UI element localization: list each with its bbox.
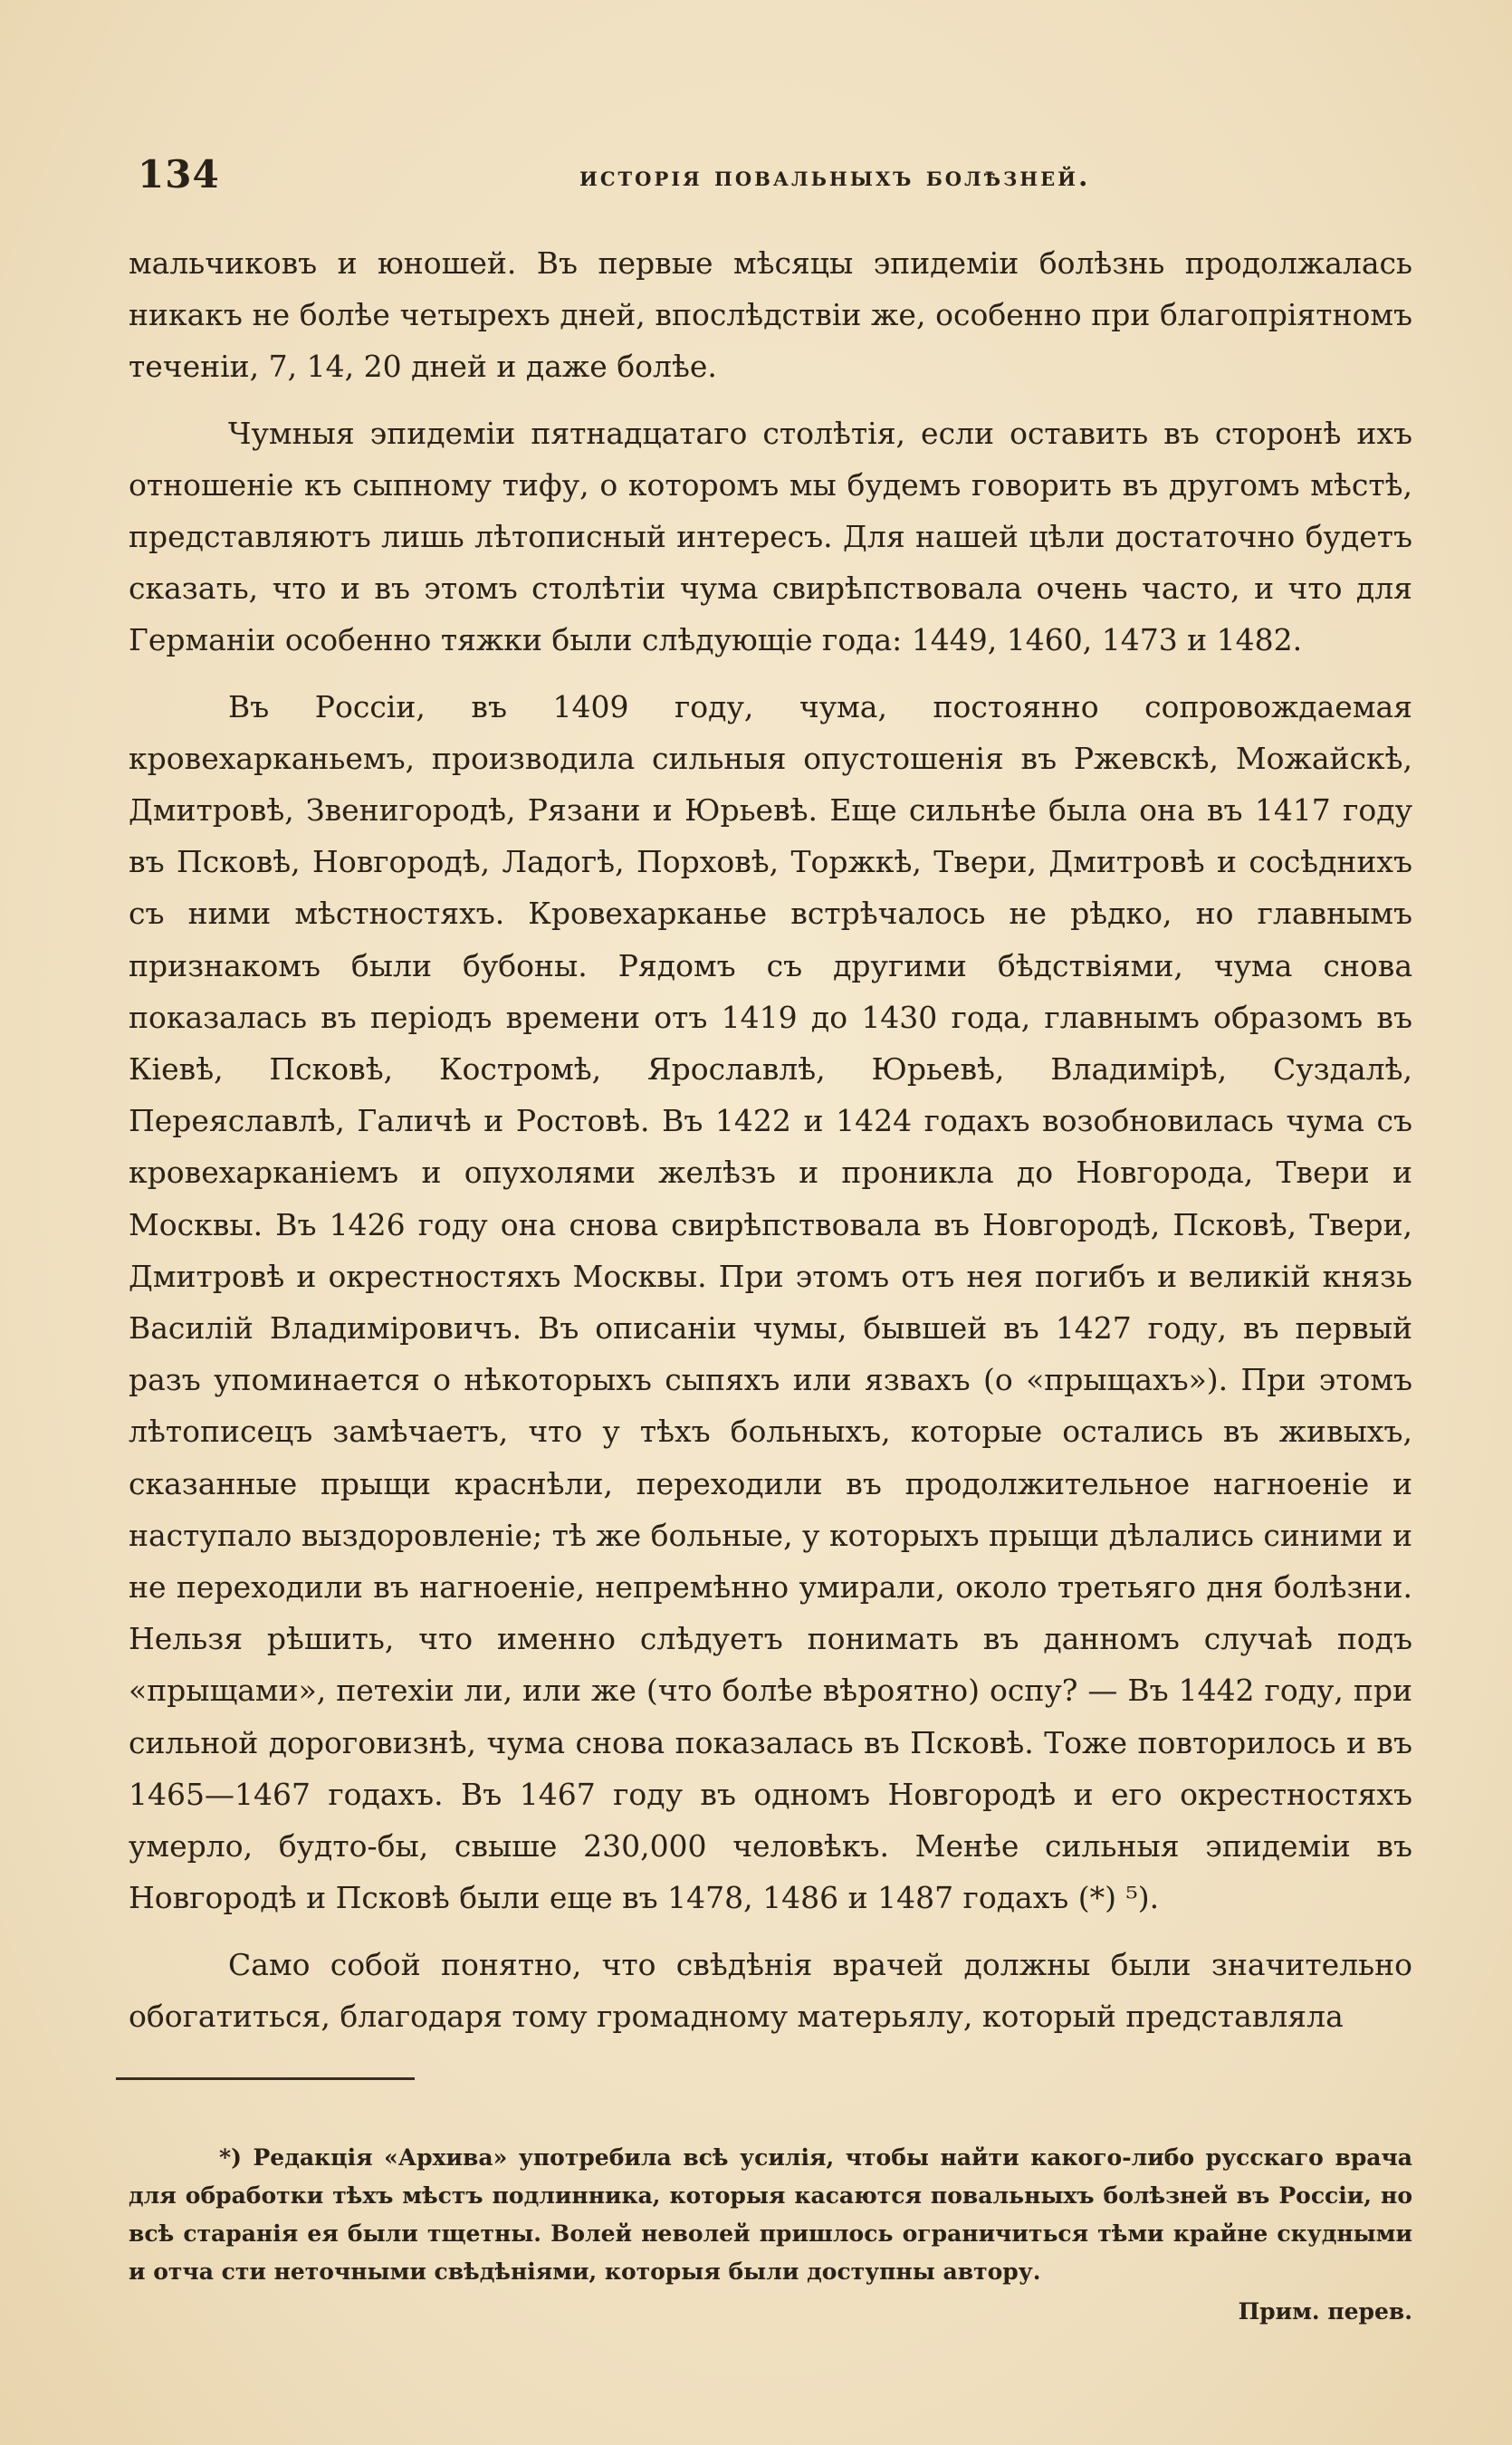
paragraph-physicians: Само собой понятно, что свѣдѣнія врачей должны были значительно обогатиться, благодаря тому громадному матерьялу, который представляла bbox=[129, 1946, 1412, 2034]
page-header bbox=[127, 152, 1412, 206]
paragraph-15th-century: Чумныя эпидеміи пятнадцатаго столѣтія, если оставить въ сторонѣ ихъ отношеніе къ сыпному тифу, о которомъ мы будемъ говорить въ другомъ мѣстѣ, представляютъ лишь лѣтописный интересъ. Для нашей цѣли достаточно будетъ сказать, что и въ этомъ столѣтіи чума свирѣпствовала очень часто, и что для Германіи особенно тяжки были слѣдующіе года: 1449, 1460, 1473 и 1482. bbox=[129, 415, 1412, 658]
main-text bbox=[129, 237, 1412, 2042]
footnote-divider bbox=[116, 2077, 415, 2080]
page-number: 134 bbox=[138, 152, 220, 197]
paragraph-russia-plague: Въ Россіи, въ 1409 году, чума, постоянно сопровождаемая кровехарканьемъ, производила сильныя опустошенія въ Ржевскѣ, Можайскѣ, Дмитровѣ, Звенигородѣ, Рязани и Юрьевѣ. Еще сильнѣе была она въ 1417 году въ Псковѣ, Новгородѣ, Ладогѣ, Порховѣ, Торжкѣ, Твери, Дмитровѣ и сосѣднихъ съ ними мѣстностяхъ. Кровехарканье встрѣчалось не рѣдко, но главнымъ признакомъ были бубоны. Рядомъ съ другими бѣдствіями, чума снова показалась въ періодъ времени отъ 1419 до 1430 года, главнымъ образомъ въ Кіевѣ, Псковѣ, Костромѣ, Ярославлѣ, Юрьевѣ, Владимірѣ, Суздалѣ, Переяславлѣ, Галичѣ и Ростовѣ. Въ 1422 и 1424 годахъ возобновилась чума съ кровехарканіемъ и опухолями желѣзъ и проникла до Новгорода, Твери и Москвы. Въ 1426 году она снова свирѣпствовала въ Новгородѣ, Псковѣ, Твери, Дмитровѣ и окрестностяхъ Москвы. При этомъ отъ нея погибъ и великій князь Василій Владиміровичъ. Въ описаніи чумы, бывшей въ 1427 году, въ первый разъ упоминается о нѣкоторыхъ сыпяхъ или язвахъ (о «прыщахъ»). При этомъ лѣтописецъ замѣчаетъ, что у тѣхъ больныхъ, которые остались въ живыхъ, сказанные прыщи краснѣли, переходили въ продолжительное нагноеніе и наступало выздоровленіе; тѣ же больные, у которыхъ прыщи дѣлались синими и не переходили въ нагноеніе, непремѣнно умирали, около третьяго дня болѣзни. Нельзя рѣшить, что именно слѣдуетъ понимать въ данномъ случаѣ подъ «прыщами», петехіи ли, или же (что болѣе вѣроятно) оспу? — Въ 1442 году, при сильной дороговизнѣ, чума снова показалась въ Псковѣ. Тоже повторилось и въ 1465—1467 годахъ. Въ 1467 году въ одномъ Новгородѣ и его окрестностяхъ умерло, будто-бы, свыше 230,000 человѣкъ. Менѣе сильныя эпидеміи въ Новгородѣ и Псковѣ были еще въ 1478, 1486 и 1487 годахъ (*) ⁵). bbox=[129, 688, 1412, 1916]
footnote-text: *) Редакція «Архива» употребила всѣ усилія, чтобы найти какого-либо русскаго врача для обработки тѣхъ мѣстъ подлинника, которыя касаются повальныхъ болѣзней въ Россіи, но всѣ старанія ея были тщетны. Волей неволей пришлось ограничиться тѣми крайне скудными и отча сти неточными свѣдѣніями, которыя были доступны автору. bbox=[129, 2144, 1412, 2285]
footnote bbox=[129, 2139, 1412, 2291]
running-title: исторія повальныхъ болѣзней. bbox=[579, 161, 1091, 193]
paragraph-continuation: мальчиковъ и юношей. Въ первые мѣсяцы эпидеміи болѣзнь продолжалась никакъ не болѣе четырехъ дней, впослѣдствіи же, особенно при благопріятномъ теченіи, 7, 14, 20 дней и даже болѣе. bbox=[129, 245, 1412, 385]
footnote-signature: Прим. перев. bbox=[1238, 2298, 1412, 2325]
